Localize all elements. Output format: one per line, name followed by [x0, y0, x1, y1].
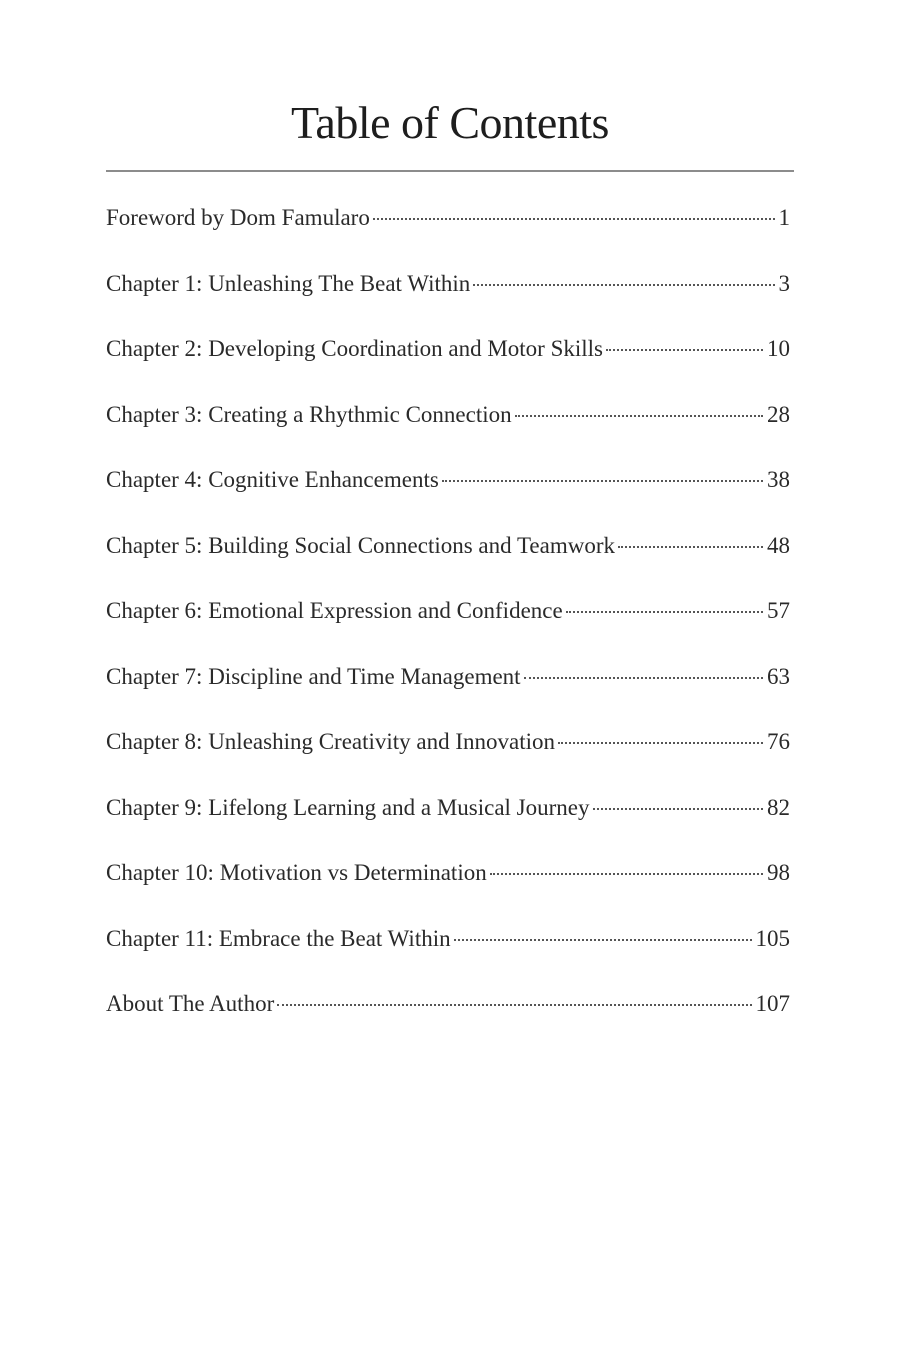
toc-entry-page: 107 [755, 991, 790, 1016]
toc-entry-title: Chapter 8: Unleashing Creativity and Innovation [106, 729, 556, 754]
toc-entry-title: Foreword by Dom Famularo [106, 205, 370, 230]
title-divider [106, 170, 794, 172]
toc-entry-title: Chapter 1: Unleashing The Beat Within [106, 270, 471, 296]
toc-entry-page: 82 [767, 794, 790, 820]
toc-entry-page: 98 [767, 860, 790, 885]
dot-leader [442, 480, 763, 482]
toc-entry-title: Chapter 6: Emotional Expression and Confidence [106, 598, 563, 623]
toc-entry-title: Chapter 4: Cognitive Enhancements [106, 467, 439, 492]
toc-entry-page: 3 [778, 270, 790, 296]
toc-entry-foreword[interactable] [106, 198, 790, 264]
toc-entry-page: 57 [767, 598, 790, 623]
toc-entry-chapter-3[interactable] [106, 395, 790, 461]
toc-entry-page: 38 [767, 467, 790, 492]
dot-leader [277, 1004, 751, 1006]
toc-entry-chapter-10[interactable] [106, 853, 790, 919]
toc-entry-page: 10 [767, 336, 790, 361]
toc-entry-page: 76 [767, 729, 790, 754]
dot-leader [490, 873, 763, 875]
toc-entry-page: 105 [755, 925, 790, 951]
toc-entry-page: 1 [778, 205, 790, 230]
toc-list [106, 198, 790, 1050]
dot-leader [618, 546, 763, 548]
toc-entry-title: Chapter 3: Creating a Rhythmic Connection [106, 401, 512, 427]
toc-entry-chapter-9[interactable] [106, 788, 790, 854]
toc-entry-chapter-5[interactable] [106, 526, 790, 592]
toc-entry-page: 63 [767, 663, 790, 689]
dot-leader [524, 677, 763, 679]
toc-entry-title: Chapter 5: Building Social Connections and Teamwork [106, 532, 615, 558]
toc-entry-title: Chapter 2: Developing Coordination and Motor Skills [106, 336, 604, 361]
toc-entry-about-author[interactable] [106, 984, 790, 1050]
toc-entry-title: About The Author [106, 991, 275, 1016]
dot-leader [606, 349, 763, 351]
dot-leader [473, 284, 774, 286]
toc-entry-title: Chapter 11: Embrace the Beat Within [106, 925, 451, 951]
page-title: Table of Contents [291, 97, 609, 148]
toc-entry-page: 48 [767, 532, 790, 558]
toc-entry-chapter-8[interactable] [106, 722, 790, 788]
dot-leader [515, 415, 763, 417]
dot-leader [373, 218, 775, 220]
toc-entry-chapter-1[interactable] [106, 264, 790, 330]
toc-entry-chapter-2[interactable] [106, 329, 790, 395]
dot-leader [454, 939, 752, 941]
toc-entry-chapter-6[interactable] [106, 591, 790, 657]
toc-entry-page: 28 [767, 401, 790, 427]
toc-entry-title: Chapter 9: Lifelong Learning and a Musical Journey [106, 794, 590, 820]
toc-entry-chapter-4[interactable] [106, 460, 790, 526]
dot-leader [593, 808, 764, 810]
toc-entry-title: Chapter 7: Discipline and Time Management [106, 663, 521, 689]
dot-leader [558, 742, 763, 744]
toc-entry-chapter-7[interactable] [106, 657, 790, 723]
toc-entry-chapter-11[interactable] [106, 919, 790, 985]
dot-leader [566, 611, 763, 613]
toc-entry-title: Chapter 10: Motivation vs Determination [106, 860, 487, 885]
